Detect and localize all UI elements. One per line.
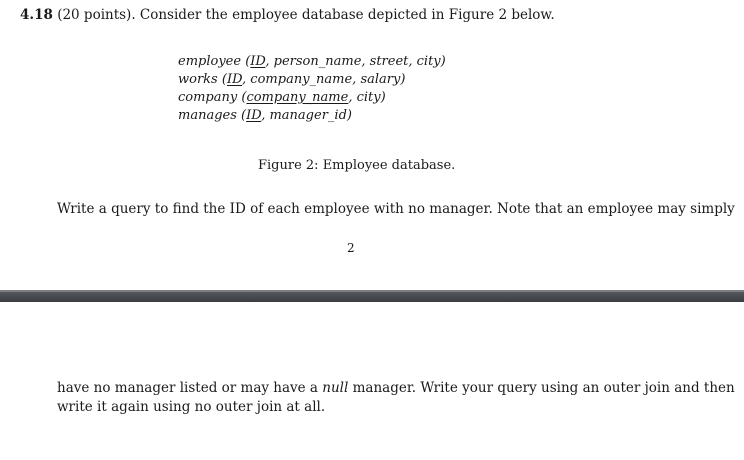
page-divider <box>0 290 744 302</box>
schema-row-company: company (company_name, city) <box>178 90 386 105</box>
primary-key: company_name <box>246 90 349 105</box>
relation-name: company <box>178 90 238 105</box>
problem-statement <box>20 6 555 24</box>
relation-name: manages <box>178 108 237 123</box>
paragraph-line-1: Write a query to find the ID of each employee with no manager. Note that an employee may simply <box>57 201 735 217</box>
schema-block <box>178 53 446 125</box>
problem-text: (20 points). Consider the employee database depicted in Figure 2 below. <box>57 7 555 23</box>
schema-row-manages: manages (ID, manager_id) <box>178 108 352 123</box>
schema-row-employee: employee (ID, person_name, street, city) <box>178 54 446 69</box>
problem-number: 4.18 <box>20 7 53 23</box>
primary-key: ID <box>246 108 262 123</box>
null-keyword: null <box>322 380 349 396</box>
figure-caption: Figure 2: Employee database. <box>258 158 456 173</box>
relation-name: works <box>178 72 218 87</box>
schema-row-works: works (ID, company_name, salary) <box>178 72 406 87</box>
relation-name: employee <box>178 54 242 69</box>
paragraph-line-3: write it again using no outer join at all. <box>57 399 326 415</box>
page-number: 2 <box>347 241 355 255</box>
paragraph-line-2: have no manager listed or may have a null manager. Write your query using an outer join and then <box>57 380 735 396</box>
primary-key: ID <box>250 54 266 69</box>
primary-key: ID <box>226 72 243 87</box>
